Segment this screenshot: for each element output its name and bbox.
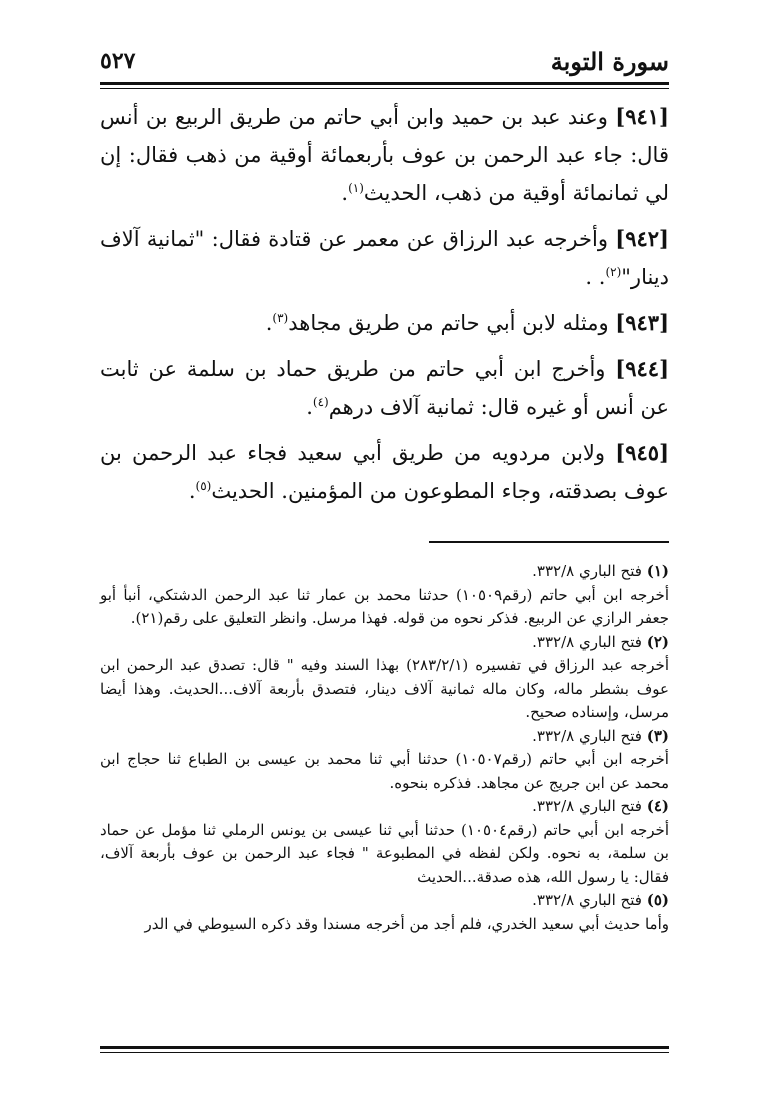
footnote-2-source bbox=[100, 631, 669, 655]
entry-number: [٩٤٤] bbox=[615, 356, 669, 381]
surah-title: سورة التوبة bbox=[550, 46, 669, 76]
footer-rule bbox=[100, 1046, 669, 1049]
footnote-ref[interactable]: (٥) bbox=[195, 479, 212, 493]
entry-end: . bbox=[265, 311, 273, 335]
entry-text: وأخرجه عبد الرزاق عن معمر عن قتادة فقال: "ثمانية آلاف دينار" bbox=[100, 227, 669, 289]
entry-end: . bbox=[306, 395, 313, 419]
main-text bbox=[100, 98, 669, 518]
footnote-1-text: أخرجه ابن أبي حاتم (رقم١٠٥٠٩) حدثنا محمد بن عمار ثنا عبد الرحمن الدشتكي، أنبأ أبو جعفر الرازي عن الربيع. فذكر نحوه من قوله. فهذا مرسل. وانظر التعليق على رقم(٢١). bbox=[100, 585, 669, 627]
footnote-source: فتح الباري ٣٣٢/٨. bbox=[532, 632, 642, 651]
entry-end: . bbox=[341, 181, 349, 205]
entry-end: . . bbox=[585, 265, 606, 289]
entry-944 bbox=[100, 350, 669, 426]
footnote-ref[interactable]: (٢) bbox=[605, 265, 622, 279]
footnote-3-text: أخرجه ابن أبي حاتم (رقم١٠٥٠٧) حدثنا أبي ثنا محمد بن عيسى بن الطباع ثنا حجاج ابن محمد عن ابن جريج عن مجاهد. فذكره بنحوه. bbox=[100, 750, 669, 792]
header-rule bbox=[100, 82, 669, 85]
page-number: ٥٢٧ bbox=[100, 48, 136, 74]
footnote-label: (٥) bbox=[646, 891, 669, 909]
footnote-separator bbox=[429, 541, 669, 543]
footnote-label: (٢) bbox=[646, 632, 669, 651]
entry-number: [٩٤٢] bbox=[615, 226, 669, 251]
footnote-ref[interactable]: (١) bbox=[348, 181, 364, 195]
header-rule-thin bbox=[100, 88, 669, 89]
footnote-source: فتح الباري ٣٣٢/٨. bbox=[532, 726, 642, 745]
footnote-4-source bbox=[100, 795, 669, 819]
page-header bbox=[100, 40, 669, 82]
entry-number: [٩٤١] bbox=[615, 104, 669, 129]
entry-end: . bbox=[188, 479, 196, 503]
footnote-ref[interactable]: (٣) bbox=[272, 311, 289, 325]
footnote-3-source bbox=[100, 725, 669, 749]
entry-text: وأخرج ابن أبي حاتم من طريق حماد بن سلمة عن ثابت عن أنس أو غيره قال: ثمانية آلاف درهم bbox=[100, 357, 669, 419]
footnote-5-source bbox=[100, 889, 669, 913]
entry-943 bbox=[100, 304, 669, 342]
footnotes bbox=[100, 560, 669, 936]
footer-rule-thin bbox=[100, 1052, 669, 1053]
footnote-label: (٤) bbox=[646, 797, 669, 815]
footnote-5-text: وأما حديث أبي سعيد الخدري، فلم أجد من أخرجه مسندا وقد ذكره السيوطي في الدر bbox=[144, 914, 669, 933]
entry-number: [٩٤٣] bbox=[615, 310, 669, 335]
footnote-source: فتح الباري ٣٣٢/٨. bbox=[532, 891, 642, 909]
footnote-1-source bbox=[100, 560, 669, 584]
entry-number: [٩٤٥] bbox=[615, 440, 669, 465]
footnote-ref[interactable]: (٤) bbox=[312, 395, 329, 409]
footnote-4-text: أخرجه ابن أبي حاتم (رقم١٠٥٠٤) حدثنا أبي ثنا عيسى بن يونس الرملي ثنا مؤمل عن حماد بن سلمة، به نحوه. ولكن لفظه في المطبوعة " فجاء عبد الرحمن بن عوف بأربعة آلاف، فقال: يا رسول الله، هذه صدقة...الحديث bbox=[100, 820, 669, 886]
entry-945 bbox=[100, 434, 669, 510]
entry-941 bbox=[100, 98, 669, 212]
entry-text: ومثله لابن أبي حاتم من طريق مجاهد bbox=[288, 311, 609, 335]
entry-942 bbox=[100, 220, 669, 296]
footnote-label: (٣) bbox=[646, 726, 669, 745]
footnote-2-text: أخرجه عبد الرزاق في تفسيره (٢٨٣/٢/١) بهذا السند وفيه " قال: تصدق عبد الرحمن ابن عوف بشطر ماله، وكان ماله ثمانية آلاف دينار، فتصدق بأربعة آلاف...الحديث. وهذا أيضا مرسل، وإسناده صحيح. bbox=[100, 656, 669, 721]
entry-text: وعند عبد بن حميد وابن أبي حاتم من طريق الربيع بن أنس قال: جاء عبد الرحمن بن عوف بأربعمائة أوقية من ذهب فقال: إن لي ثمانمائة أوقية من ذهب، الحديث bbox=[100, 105, 669, 205]
entry-text: ولابن مردويه من طريق أبي سعيد فجاء عبد الرحمن بن عوف بصدقته، وجاء المطوعون من المؤمنين. الحديث bbox=[100, 441, 669, 503]
footnote-label: (١) bbox=[646, 562, 669, 580]
footnote-source: فتح الباري ٣٣٢/٨. bbox=[532, 562, 642, 580]
footnote-source: فتح الباري ٣٣٢/٨. bbox=[532, 797, 642, 815]
